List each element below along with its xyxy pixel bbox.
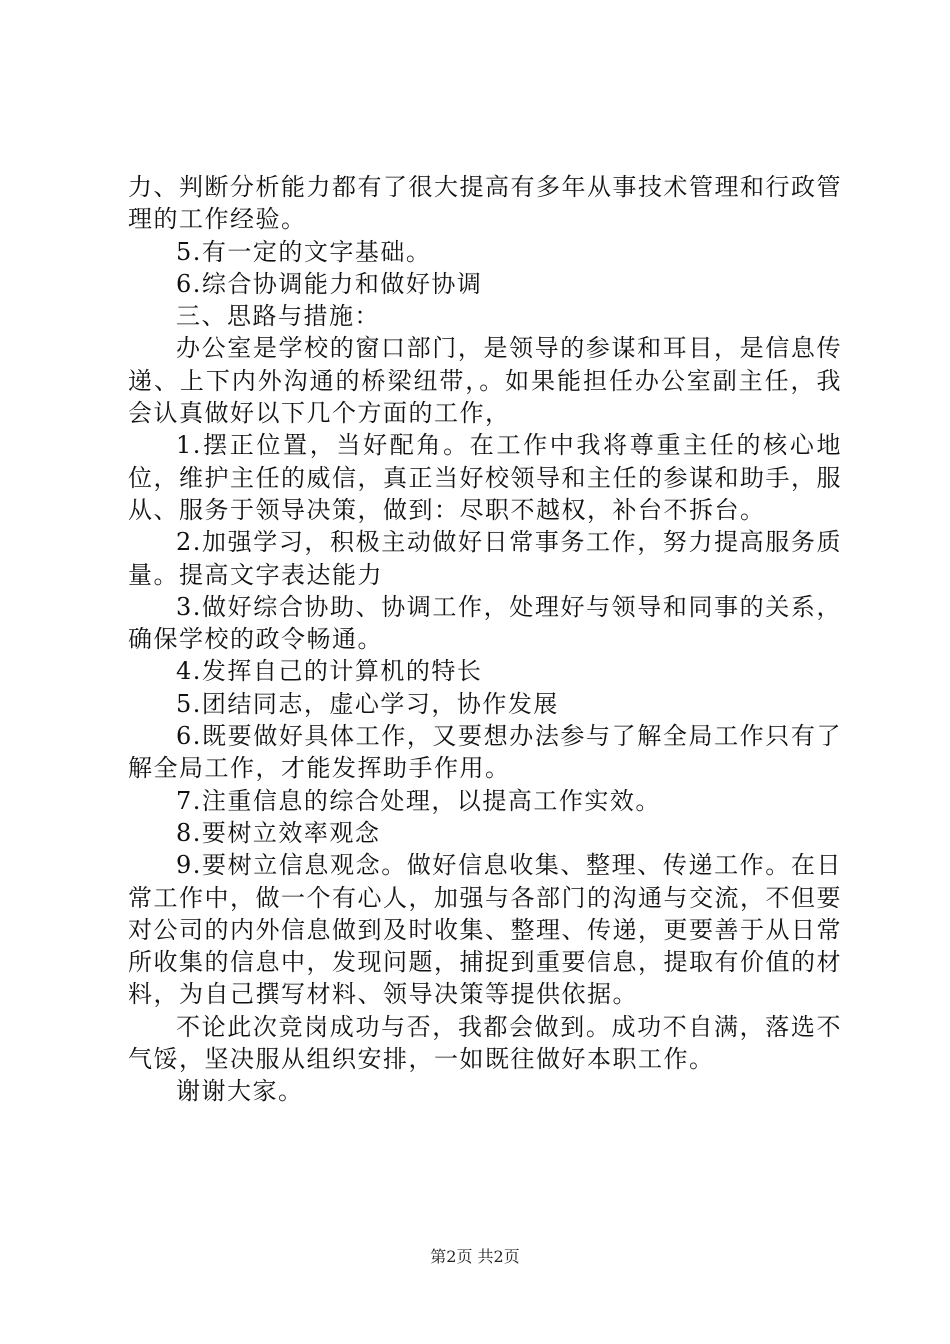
list-item: 7.注重信息的综合处理，以提高工作实效。 — [176, 786, 661, 815]
list-item: 4.发挥自己的计算机的特长 — [176, 657, 483, 686]
paragraph: 5.有一定的文字基础。 — [176, 237, 432, 266]
paragraph: 办公室是学校的窗口部门，是领导的参谋和耳目，是信息传递、上下内外沟通的桥梁纽带，。如果能担任办公室副主任，我会认真做好以下几个方面的工作， — [128, 334, 842, 428]
page-footer — [0, 1244, 950, 1267]
list-item: 1.摆正位置，当好配角。在工作中我将尊重主任的核心地位，维护主任的威信，真正当好校领导和主任的参谋和助手，服从、服务于领导决策，做到：尽职不越权，补台不拆台。 — [128, 431, 842, 524]
paragraph: 力、判断分析能力都有了很大提高有多年从事技术管理和行政管理的工作经验。 — [128, 173, 842, 234]
list-item: 8.要树立效率观念 — [176, 818, 381, 847]
paragraph: 不论此次竞岗成功与否，我都会做到。成功不自满，落选不气馁，坚决服从组织安排，一如既往做好本职工作。 — [128, 1012, 842, 1074]
list-item: 2.加强学习，积极主动做好日常事务工作，努力提高服务质量。提高文字表达能力 — [128, 528, 842, 589]
section-heading: 三、思路与措施： — [176, 302, 380, 331]
list-item: 6.既要做好具体工作，又要想办法参与了解全局工作只有了解全局工作，才能发挥助手作用。 — [128, 722, 842, 783]
paragraph: 6.综合协调能力和做好协调 — [176, 269, 483, 298]
document-body — [128, 171, 842, 1108]
list-item: 5.团结同志，虚心学习，协作发展 — [176, 689, 559, 718]
page-number-label: 第2页 共2页 — [430, 1247, 520, 1266]
list-item: 9.要树立信息观念。做好信息收集、整理、传递工作。在日常工作中，做一个有心人，加强与各部门的沟通与交流，不但要对公司的内外信息做到及时收集、整理、传递，更要善于从日常所收集的信息中，发现问题，捕捉到重要信息，提取有价值的材料，为自己撰写材料、领导决策等提供依据。 — [128, 851, 842, 1009]
list-item: 3.做好综合协助、协调工作，处理好与领导和同事的关系，确保学校的政令畅通。 — [128, 592, 842, 654]
closing-line: 谢谢大家。 — [176, 1077, 304, 1106]
